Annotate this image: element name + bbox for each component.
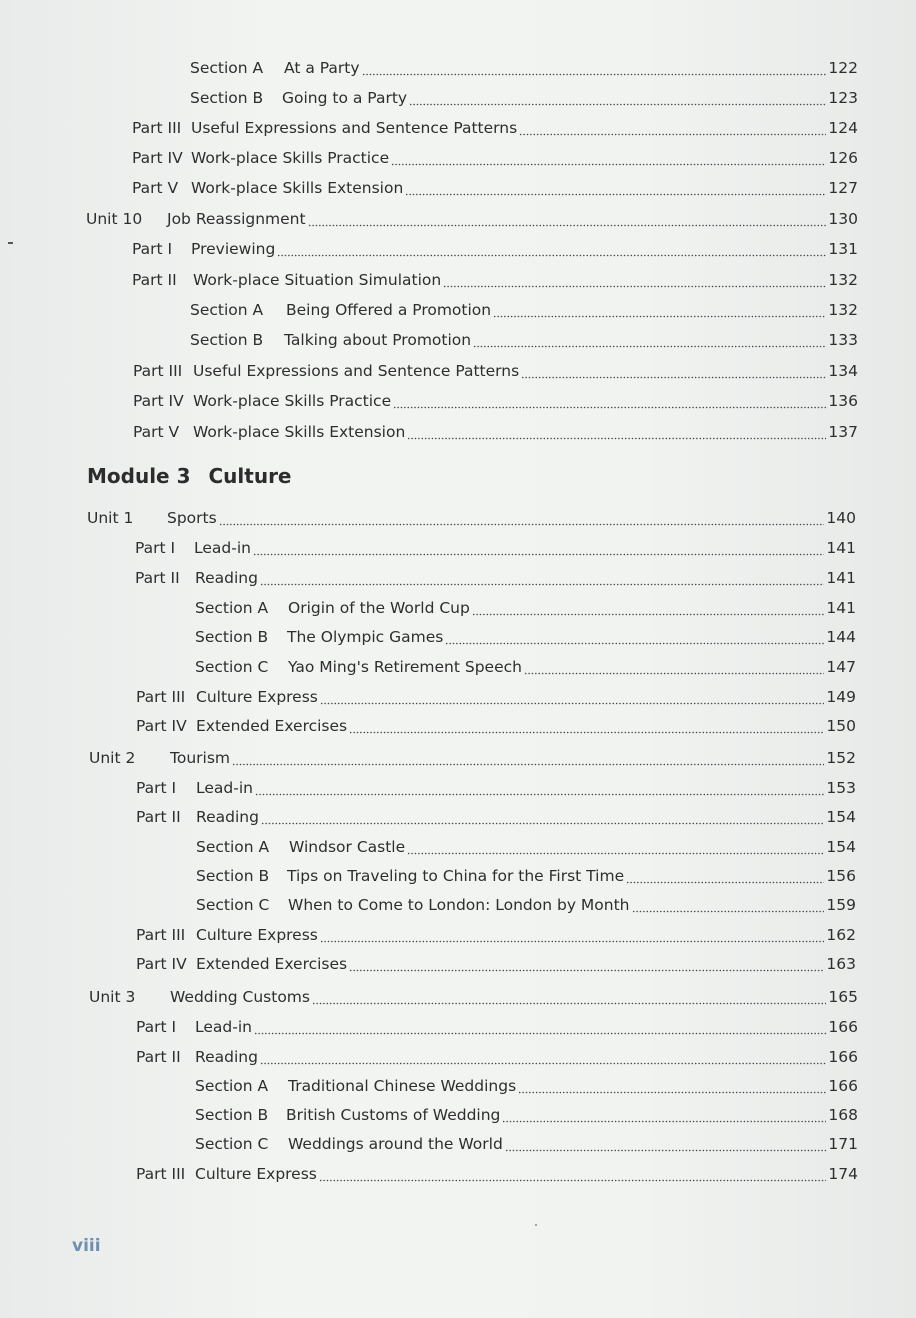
- dot-leader: [253, 538, 824, 558]
- toc-entry: [133, 416, 858, 442]
- toc-entry-title: Reading: [195, 569, 258, 587]
- dot-leader: [407, 422, 826, 442]
- toc-entry: [190, 294, 858, 320]
- toc-entry: [132, 112, 858, 138]
- dot-leader: [505, 1134, 827, 1154]
- dot-leader: [391, 148, 826, 168]
- dot-leader: [445, 627, 824, 647]
- toc-entry: [196, 831, 856, 857]
- toc-entry-page: 165: [828, 988, 858, 1006]
- toc-entry-title: Being Offered a Promotion: [286, 301, 492, 319]
- dot-leader: [524, 657, 824, 677]
- dot-leader: [405, 178, 826, 198]
- toc-entry-title: Work-place Skills Extension: [191, 179, 404, 197]
- dot-leader: [407, 837, 824, 857]
- dot-leader: [232, 748, 824, 768]
- dot-leader: [493, 300, 826, 320]
- toc-entry: [135, 532, 856, 558]
- toc-entry: [133, 385, 858, 411]
- toc-entry-page: 134: [828, 362, 858, 380]
- toc-entry: [195, 621, 856, 647]
- toc-entry-label: Section A: [195, 1077, 269, 1095]
- dot-leader: [626, 866, 824, 886]
- toc-entry-label: Part II: [136, 1048, 181, 1066]
- dot-leader: [255, 778, 824, 798]
- toc-entry-page: 141: [826, 599, 856, 617]
- toc-entry-label: Part IV: [132, 149, 183, 167]
- toc-entry-label: Section C: [196, 896, 270, 914]
- toc-entry-label: Part II: [136, 808, 181, 826]
- toc-entry-page: 153: [826, 779, 856, 797]
- toc-entry-label: Part III: [136, 1165, 186, 1183]
- toc-entry: [132, 264, 858, 290]
- toc-entry-label: Part I: [135, 539, 176, 557]
- toc-entry-title: Wedding Customs: [170, 988, 310, 1006]
- toc-entry: [136, 1158, 858, 1184]
- dot-leader: [409, 88, 826, 108]
- toc-entry-label: Unit 2: [89, 749, 136, 767]
- toc-entry: [136, 710, 856, 736]
- toc-entry-title: At a Party: [284, 59, 360, 77]
- toc-entry-title: Previewing: [191, 240, 276, 258]
- toc-entry-title: Reading: [195, 1048, 258, 1066]
- toc-entry-label: Part I: [136, 779, 177, 797]
- toc-entry-page: 137: [828, 423, 858, 441]
- toc-entry: [136, 919, 856, 945]
- toc-entry-label: Part V: [132, 179, 179, 197]
- toc-entry-title: Culture Express: [195, 1165, 317, 1183]
- toc-entry-page: 150: [826, 717, 856, 735]
- toc-entry-page: 149: [826, 688, 856, 706]
- toc-entry-title: Tips on Traveling to China for the First Time: [287, 867, 625, 885]
- toc-entry-label: Section A: [195, 599, 269, 617]
- module-number: Module 3: [87, 464, 191, 488]
- toc-entry-label: Part I: [136, 1018, 177, 1036]
- toc-entry-page: 171: [828, 1135, 858, 1153]
- toc-entry-page: 154: [826, 808, 856, 826]
- toc-entry: [190, 52, 858, 78]
- toc-entry: [190, 324, 858, 350]
- toc-entry-label: Unit 3: [89, 988, 136, 1006]
- toc-entry-page: 152: [826, 749, 856, 767]
- toc-entry-page: 132: [828, 271, 858, 289]
- toc-entry-page: 131: [828, 240, 858, 258]
- toc-entry-label: Section C: [195, 658, 269, 676]
- toc-entry: [86, 203, 858, 229]
- dot-leader: [261, 807, 824, 827]
- toc-entry: [136, 948, 856, 974]
- toc-entry-title: Culture Express: [196, 926, 318, 944]
- dot-leader: [219, 508, 825, 528]
- toc-entry-title: Job Reassignment: [167, 210, 306, 228]
- toc-entry-page: 122: [828, 59, 858, 77]
- toc-entry-page: 154: [826, 838, 856, 856]
- toc-entry-title: Going to a Party: [282, 89, 408, 107]
- toc-entry-title: Lead-in: [196, 779, 253, 797]
- toc-entry: [196, 889, 856, 915]
- toc-entry-page: 136: [828, 392, 858, 410]
- toc-entry-label: Section A: [190, 301, 264, 319]
- dot-leader: [502, 1105, 826, 1125]
- dot-leader: [472, 598, 825, 618]
- toc-entry-title: The Olympic Games: [287, 628, 444, 646]
- toc-entry-title: Traditional Chinese Weddings: [288, 1077, 517, 1095]
- toc-entry: [136, 681, 856, 707]
- dot-leader: [277, 239, 826, 259]
- toc-entry-label: Part III: [132, 119, 182, 137]
- toc-entry-label: Unit 1: [87, 509, 134, 527]
- toc-entry-label: Part IV: [133, 392, 184, 410]
- toc-entry-page: 141: [826, 539, 856, 557]
- dot-leader: [349, 716, 824, 736]
- toc-entry: [89, 981, 858, 1007]
- toc-entry-page: 166: [828, 1018, 858, 1036]
- toc-entry-title: Weddings around the World: [288, 1135, 503, 1153]
- dot-leader: [473, 330, 826, 350]
- toc-entry: [136, 772, 856, 798]
- dot-leader: [320, 687, 825, 707]
- dot-leader: [519, 118, 826, 138]
- toc-entry-page: 123: [828, 89, 858, 107]
- toc-entry-label: Part III: [133, 362, 183, 380]
- dot-leader: [260, 568, 824, 588]
- module-heading: [87, 464, 310, 488]
- toc-entry-title: Extended Exercises: [196, 717, 348, 735]
- toc-entry-page: 159: [826, 896, 856, 914]
- toc-entry-label: Part II: [135, 569, 180, 587]
- toc-entry-page: 140: [826, 509, 856, 527]
- toc-entry: [87, 502, 856, 528]
- toc-entry-page: 141: [826, 569, 856, 587]
- toc-entry-title: Reading: [196, 808, 259, 826]
- toc-entry-title: Yao Ming's Retirement Speech: [288, 658, 522, 676]
- dot-leader: [632, 895, 825, 915]
- toc-entry: [133, 355, 858, 381]
- toc-entry-page: 174: [828, 1165, 858, 1183]
- toc-entry: [132, 233, 858, 259]
- toc-entry-label: Section A: [190, 59, 264, 77]
- toc-entry-label: Section B: [190, 89, 264, 107]
- toc-entry-title: Windsor Castle: [289, 838, 406, 856]
- toc-entry-label: Section C: [195, 1135, 269, 1153]
- toc-entry-page: 156: [826, 867, 856, 885]
- dot-leader: [320, 925, 825, 945]
- toc-entry-page: 130: [828, 210, 858, 228]
- toc-entry: [136, 1041, 858, 1067]
- toc-entry-title: Lead-in: [195, 1018, 252, 1036]
- toc-entry-label: Part V: [133, 423, 180, 441]
- toc-entry-title: When to Come to London: London by Month: [288, 896, 630, 914]
- toc-entry: [190, 82, 858, 108]
- toc-entry-title: Useful Expressions and Sentence Patterns: [193, 362, 520, 380]
- toc-entry-label: Unit 10: [86, 210, 143, 228]
- dot-leader: [312, 987, 826, 1007]
- toc-entry-label: Part III: [136, 926, 186, 944]
- toc-entry-title: Work-place Skills Extension: [193, 423, 406, 441]
- toc-entry-title: Work-place Skills Practice: [193, 392, 392, 410]
- toc-entry-label: Part IV: [136, 717, 187, 735]
- toc-entry-title: Origin of the World Cup: [288, 599, 470, 617]
- dot-leader: [443, 270, 826, 290]
- toc-entry-label: Section B: [195, 628, 269, 646]
- toc-entry-page: 168: [828, 1106, 858, 1124]
- dot-leader: [308, 209, 827, 229]
- toc-entry-label: Section A: [196, 838, 270, 856]
- toc-entry-page: 132: [828, 301, 858, 319]
- toc-entry: [196, 860, 856, 886]
- toc-entry-title: Extended Exercises: [196, 955, 348, 973]
- toc-entry: [132, 142, 858, 168]
- toc-entry-page: 166: [828, 1048, 858, 1066]
- dot-leader: [362, 58, 827, 78]
- toc-entry-label: Part IV: [136, 955, 187, 973]
- toc-entry-page: 126: [828, 149, 858, 167]
- toc-entry: [195, 1099, 858, 1125]
- page-folio: viii: [72, 1236, 101, 1256]
- toc-entry: [195, 651, 856, 677]
- toc-entry-title: Sports: [167, 509, 217, 527]
- toc-entry-label: Section B: [196, 867, 270, 885]
- toc-entry: [136, 1011, 858, 1037]
- toc-entry-page: 162: [826, 926, 856, 944]
- toc-entry-title: Work-place Skills Practice: [191, 149, 390, 167]
- toc-entry: [136, 801, 856, 827]
- dot-leader: [319, 1164, 827, 1184]
- toc-entry: [195, 1070, 858, 1096]
- toc-entry: [135, 562, 856, 588]
- toc-entry: [195, 592, 856, 618]
- module-title: Culture: [208, 464, 292, 488]
- dot-leader: [521, 361, 826, 381]
- toc-entry-page: 147: [826, 658, 856, 676]
- toc-entry-page: 144: [826, 628, 856, 646]
- dot-leader: [260, 1047, 826, 1067]
- dot-leader: [254, 1017, 826, 1037]
- toc-entry-title: British Customs of Wedding: [286, 1106, 501, 1124]
- toc-entry-title: Lead-in: [194, 539, 251, 557]
- toc-entry-page: 133: [828, 331, 858, 349]
- toc-entry-label: Part II: [132, 271, 177, 289]
- toc-entry: [132, 172, 858, 198]
- toc-entry-title: Talking about Promotion: [284, 331, 472, 349]
- dot-leader: [393, 391, 826, 411]
- toc-entry-label: Part I: [132, 240, 173, 258]
- page-speck: [535, 1224, 537, 1226]
- toc-entry-page: 124: [828, 119, 858, 137]
- toc-entry-page: 163: [826, 955, 856, 973]
- toc-entry-label: Part III: [136, 688, 186, 706]
- toc-entry: [89, 742, 856, 768]
- dot-leader: [518, 1076, 826, 1096]
- toc-entry-label: Section B: [190, 331, 264, 349]
- toc-entry-page: 166: [828, 1077, 858, 1095]
- toc-entry: [195, 1128, 858, 1154]
- toc-entry-title: Work-place Situation Simulation: [193, 271, 442, 289]
- toc-entry-page: 127: [828, 179, 858, 197]
- toc-entry-title: Culture Express: [196, 688, 318, 706]
- toc-entry-title: Useful Expressions and Sentence Patterns: [191, 119, 518, 137]
- toc-entry-title: Tourism: [170, 749, 230, 767]
- toc-entry-label: Section B: [195, 1106, 269, 1124]
- dot-leader: [349, 954, 824, 974]
